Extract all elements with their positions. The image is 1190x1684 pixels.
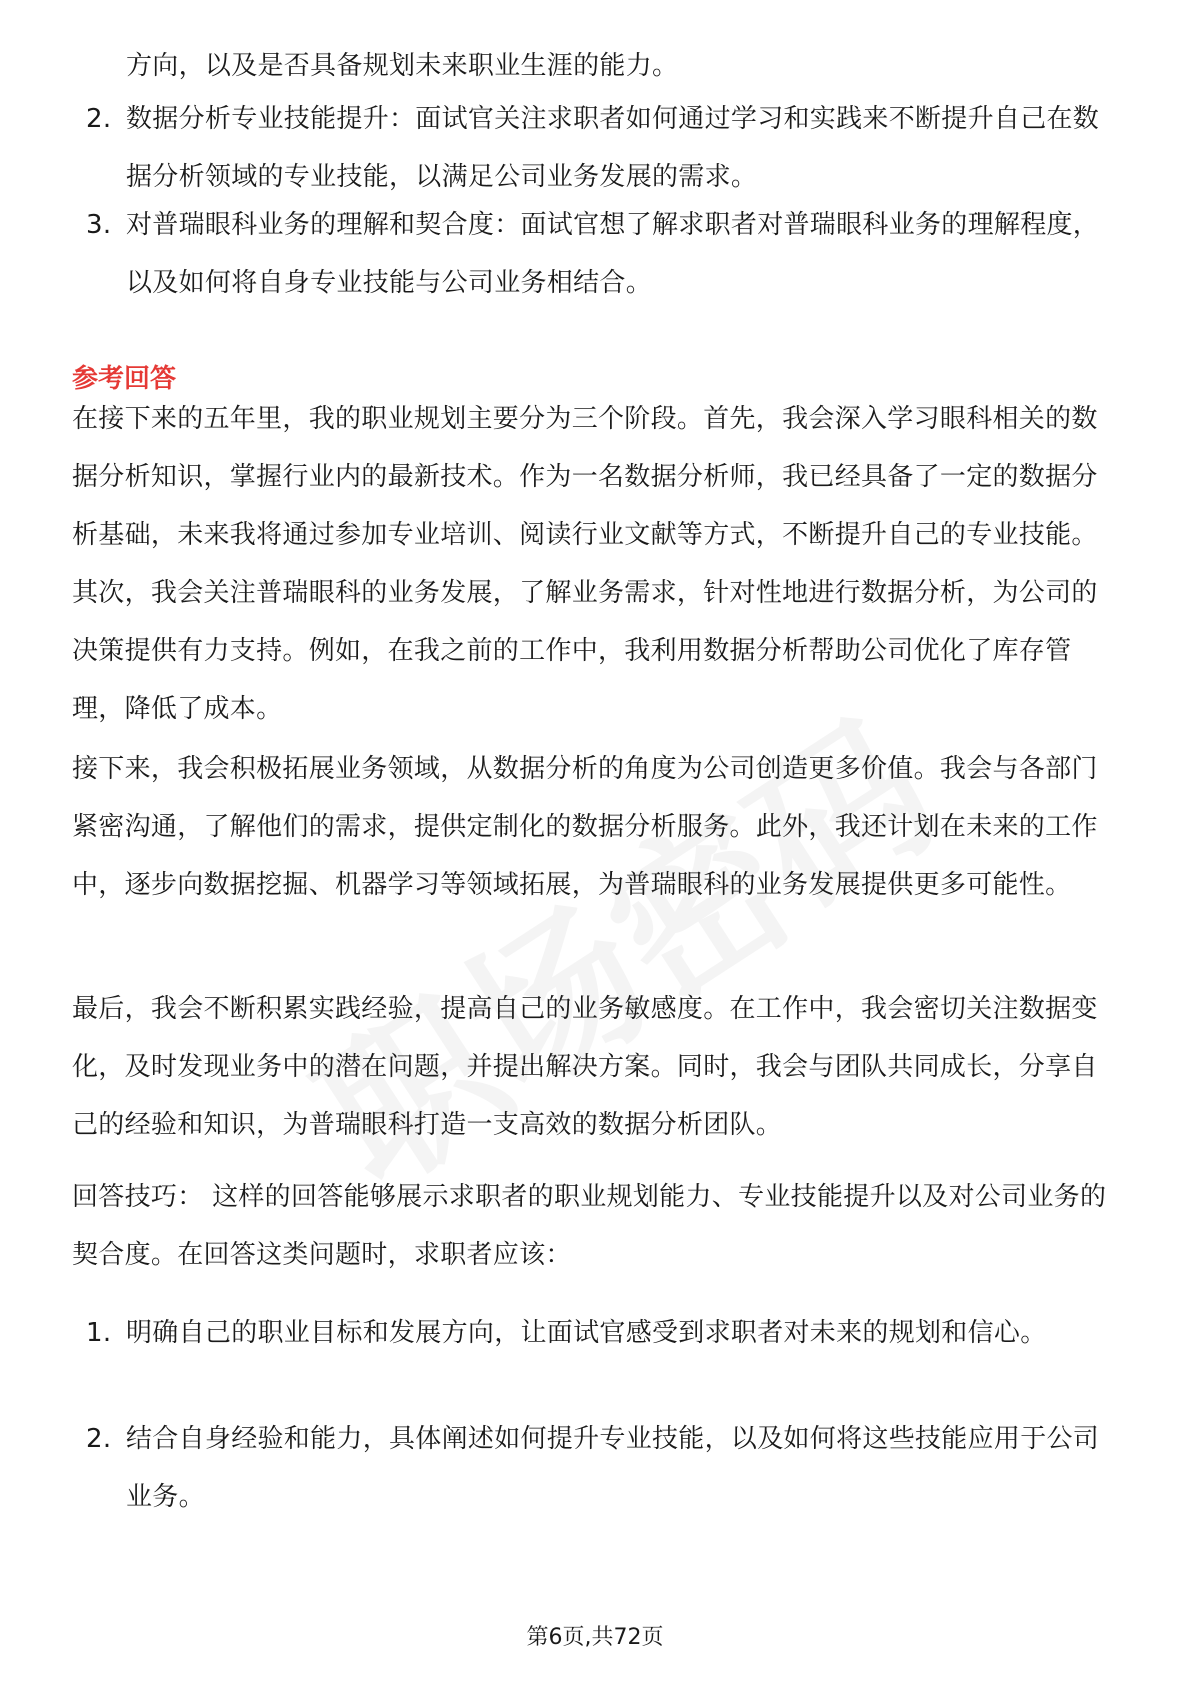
page-number: 第6页,共72页 — [526, 1625, 664, 1650]
list-item-number: 1. — [86, 1318, 112, 1348]
list-item-text: 对普瑞眼科业务的理解和契合度：面试官想了解求职者对普瑞眼科业务的理解程度，以及如何将自身专业技能与公司业务相结合。 — [126, 210, 1100, 298]
list-item-number: 2. — [86, 104, 112, 134]
list-item-number: 2. — [86, 1424, 112, 1454]
section-heading: 参考回答 — [72, 364, 177, 394]
list-item-number: 3. — [86, 210, 112, 240]
list-item-text: 数据分析专业技能提升：面试官关注求职者如何通过学习和实践来不断提升自己在数据分析领域的专业技能，以满足公司业务发展的需求。 — [126, 104, 1100, 192]
list-item — [72, 196, 1116, 312]
list-item-text: 明确自己的职业目标和发展方向，让面试官感受到求职者对未来的规划和信心。 — [126, 1318, 1047, 1348]
list-item — [72, 90, 1116, 206]
paragraph: 接下来，我会积极拓展业务领域，从数据分析的角度为公司创造更多价值。我会与各部门紧密沟通，了解他们的需求，提供定制化的数据分析服务。此外，我还计划在未来的工作中，逐步向数据挖掘、机器学习等领域拓展，为普瑞眼科的业务发展提供更多可能性。 — [72, 754, 1098, 900]
list-item — [72, 1304, 1116, 1362]
answer-tips: 回答技巧： 这样的回答能够展示求职者的职业规划能力、专业技能提升以及对公司业务的契合度。在回答这类问题时，求职者应该： — [72, 1182, 1107, 1270]
continuation-text: 方向，以及是否具备规划未来职业生涯的能力。 — [126, 51, 679, 81]
list-item — [72, 1410, 1116, 1526]
paragraph: 最后，我会不断积累实践经验，提高自己的业务敏感度。在工作中，我会密切关注数据变化，及时发现业务中的潜在问题，并提出解决方案。同时，我会与团队共同成长，分享自己的经验和知识，为普瑞眼科打造一支高效的数据分析团队。 — [72, 994, 1098, 1140]
paragraph: 在接下来的五年里，我的职业规划主要分为三个阶段。首先，我会深入学习眼科相关的数据分析知识，掌握行业内的最新技术。作为一名数据分析师，我已经具备了一定的数据分析基础，未来我将通过参加专业培训、阅读行业文献等方式，不断提升自己的专业技能。其次，我会关注普瑞眼科的业务发展，了解业务需求，针对性地进行数据分析，为公司的决策提供有力支持。例如，在我之前的工作中，我利用数据分析帮助公司优化了库存管理，降低了成本。 — [72, 404, 1098, 724]
list-item-text: 结合自身经验和能力，具体阐述如何提升专业技能，以及如何将这些技能应用于公司业务。 — [126, 1424, 1100, 1512]
